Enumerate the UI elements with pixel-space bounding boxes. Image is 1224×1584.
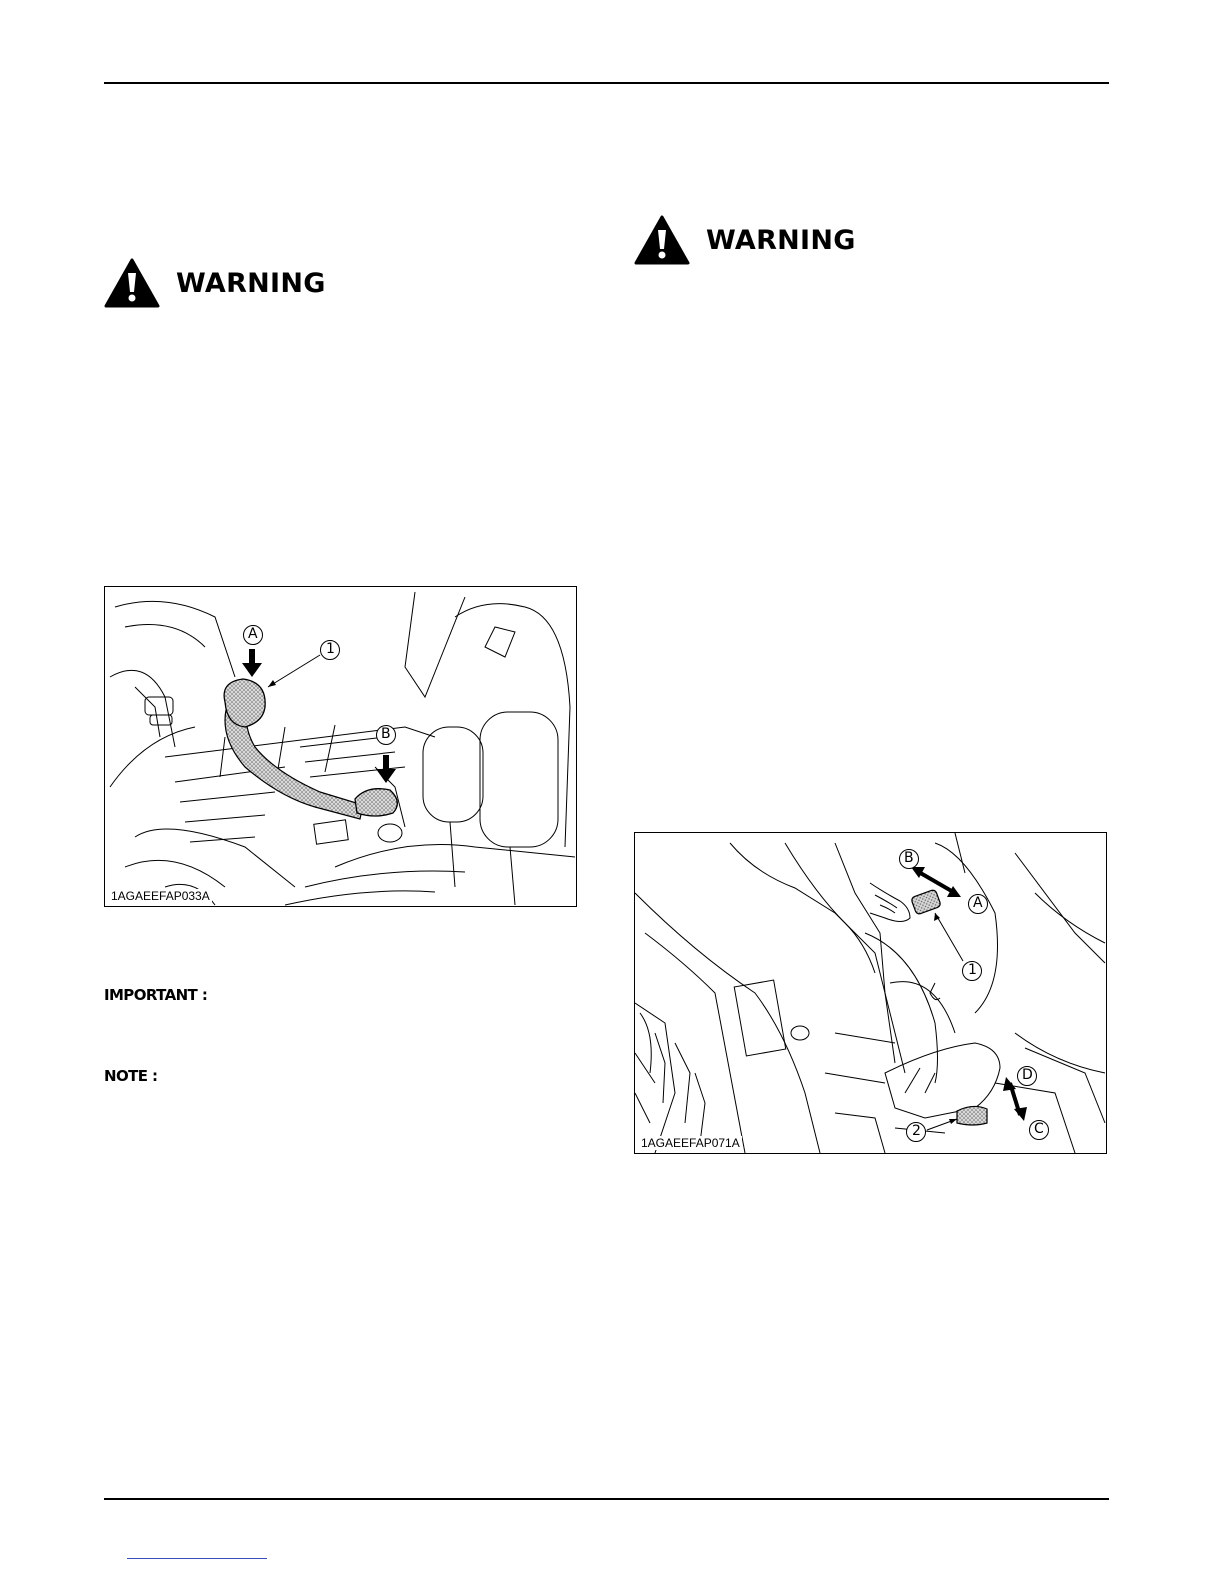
warning-title: WARNING [176, 267, 326, 299]
figure-throttle [634, 832, 1107, 1154]
callout-2: 2 [905, 1121, 927, 1147]
callout-a: A [242, 624, 264, 650]
footer-rule [104, 1498, 1109, 1500]
warning-triangle-icon [104, 258, 160, 308]
footer-link-underline[interactable] [127, 1558, 267, 1559]
callout-d: D [1016, 1065, 1038, 1091]
callout-c: C [1028, 1119, 1050, 1145]
throttle-illustration [635, 833, 1106, 1153]
brake-pedal-illustration [105, 587, 576, 906]
callout-b: B [898, 848, 920, 874]
warning-title: WARNING [706, 224, 856, 256]
callout-1: 1 [961, 960, 983, 986]
callout-b: B [375, 724, 397, 750]
figure-caption: 1AGAEEFAP033A [111, 889, 210, 903]
header-rule [104, 82, 1109, 84]
figure-brake-pedal [104, 586, 577, 907]
figure-caption: 1AGAEEFAP071A [641, 1136, 740, 1150]
callout-a: A [967, 893, 989, 919]
callout-1: 1 [319, 639, 341, 665]
warning-left [104, 258, 326, 308]
warning-right [634, 215, 856, 265]
important-label: IMPORTANT : [104, 986, 208, 1004]
warning-triangle-icon [634, 215, 690, 265]
note-label: NOTE : [104, 1067, 158, 1085]
